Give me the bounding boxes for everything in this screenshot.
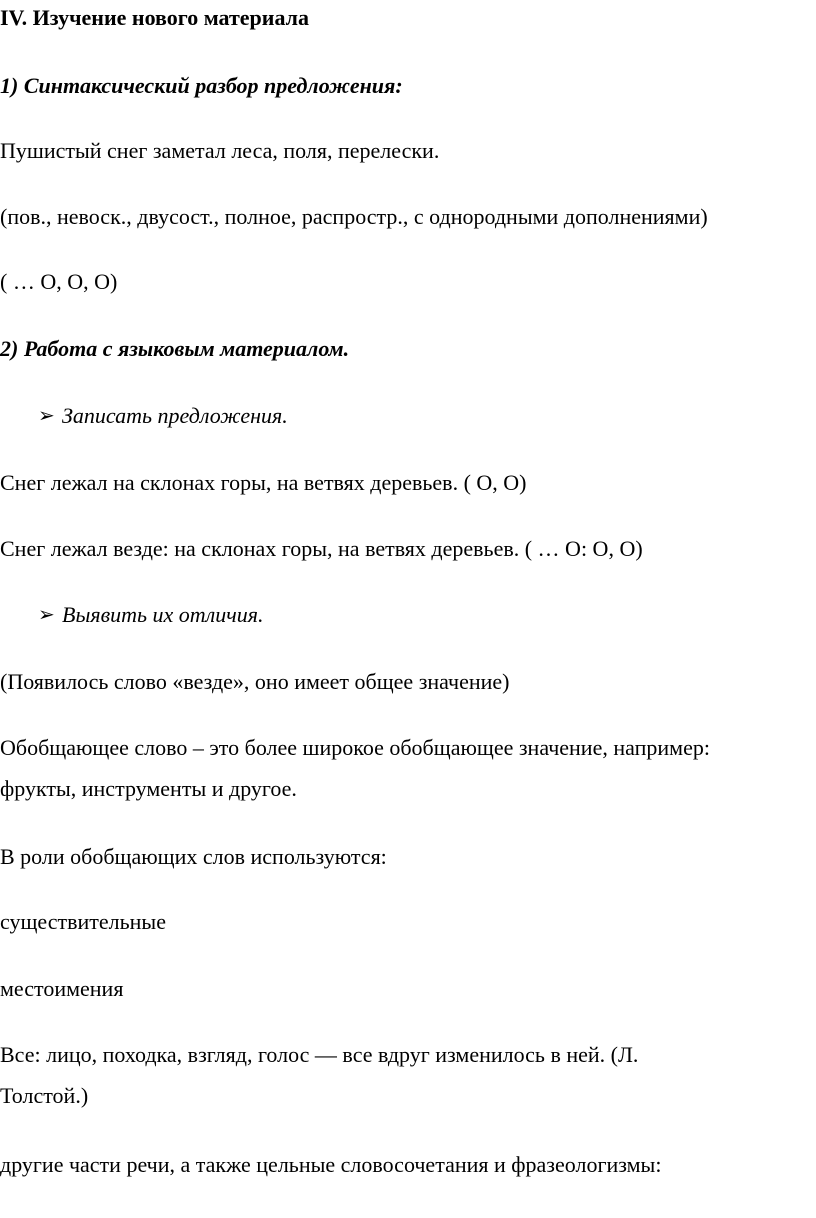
- observation-note: (Появилось слово «везде», оно имеет общее значение): [0, 669, 510, 694]
- subsection-heading-1: 1) Синтаксический разбор предложения:: [0, 73, 403, 98]
- sentence-1-scheme: ( … О, О, О): [0, 269, 118, 294]
- roles-intro: В роли обобщающих слов используются:: [0, 844, 387, 869]
- definition-line-1: Обобщающее слово – это более широкое обобщающее значение, например:: [0, 735, 710, 760]
- example-sentence-1: Снег лежал на склонах горы, на ветвях деревьев. ( О, О): [0, 470, 527, 495]
- role-nouns: существительные: [0, 909, 166, 934]
- task-1: Записать предложения.: [62, 403, 288, 428]
- role-pronouns: местоимения: [0, 976, 124, 1001]
- role-other-parts: другие части речи, а также цельные словосочетания и фразеологизмы:: [0, 1152, 662, 1177]
- arrow-bullet-icon: ➢: [38, 405, 55, 427]
- subsection-heading-2: 2) Работа с языковым материалом.: [0, 336, 350, 361]
- sentence-1-analysis: (пов., невоск., двусост., полное, распростр., с однородными дополнениями): [0, 204, 708, 229]
- quote-line-1: Все: лицо, походка, взгляд, голос — все вдруг изменилось в ней. (Л.: [0, 1042, 639, 1067]
- quote-line-2: Толстой.): [0, 1083, 89, 1108]
- section-heading: IV. Изучение нового материала: [0, 5, 309, 30]
- definition-line-2: фрукты, инструменты и другое.: [0, 776, 297, 801]
- arrow-bullet-icon: ➢: [38, 604, 55, 626]
- example-sentence-2: Снег лежал везде: на склонах горы, на ветвях деревьев. ( … О: О, О): [0, 536, 643, 561]
- task-2: Выявить их отличия.: [62, 602, 264, 627]
- sentence-1: Пушистый снег заметал леса, поля, перелески.: [0, 138, 440, 163]
